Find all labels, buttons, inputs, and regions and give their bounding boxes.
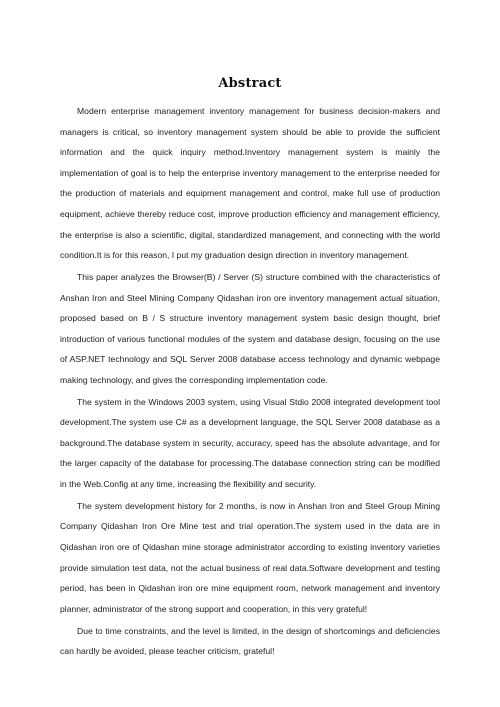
- page-title: Abstract: [218, 76, 282, 91]
- abstract-body: [60, 101, 440, 663]
- paragraph: The system development history for 2 months, is now in Anshan Iron and Steel Group Mining Company Qidashan Iron Ore Mine test and trial operation.The system used in the data are in Qidashan iron ore of Qidashan mine storage administrator according to existing inventory varieties provide simulation test data, not the actual business of real data.Software development and testing period, has been in Qidashan iron ore mine equipment room, network management and inventory planner, administrator of the strong support and cooperation, in this very grateful!: [60, 500, 440, 614]
- paragraph: Due to time constraints, and the level is limited, in the design of shortcomings and deficiencies can hardly be avoided, please teacher criticism, grateful!: [60, 625, 440, 657]
- paragraph: Modern enterprise management inventory management for business decision-makers and managers is critical, so inventory management system should be able to provide the sufficient information and the quick inquiry method.Inventory management system is mainly the implementation of goal is to help the enterprise inventory management to the enterprise needed for the production of materials and equipment management and control, make full use of production equipment, achieve thereby reduce cost, improve production efficiency and management efficiency, the enterprise is also a scientific, digital, standardized management, and connecting with the world condition.It is for this reason, I put my graduation design direction in inventory management.: [60, 106, 440, 261]
- paragraph: The system in the Windows 2003 system, using Visual Stdio 2008 integrated development tool development.The system use C# as a development language, the SQL Server 2008 database as a background.The database system in security, accuracy, speed has the absolute advantage, and for the larger capacity of the database for processing.The database connection string can be modified in the Web.Config at any time, increasing the flexibility and security.: [60, 396, 440, 490]
- paragraph: This paper analyzes the Browser(B) / Server (S) structure combined with the characteristics of Anshan Iron and Steel Mining Company Qidashan iron ore inventory management actual situation, proposed based on B / S structure inventory management system basic design thought, brief introduction of various functional modules of the system and database design, focusing on the use of ASP.NET technology and SQL Server 2008 database access technology and dynamic webpage making technology, and gives the corresponding implementation code.: [60, 271, 440, 385]
